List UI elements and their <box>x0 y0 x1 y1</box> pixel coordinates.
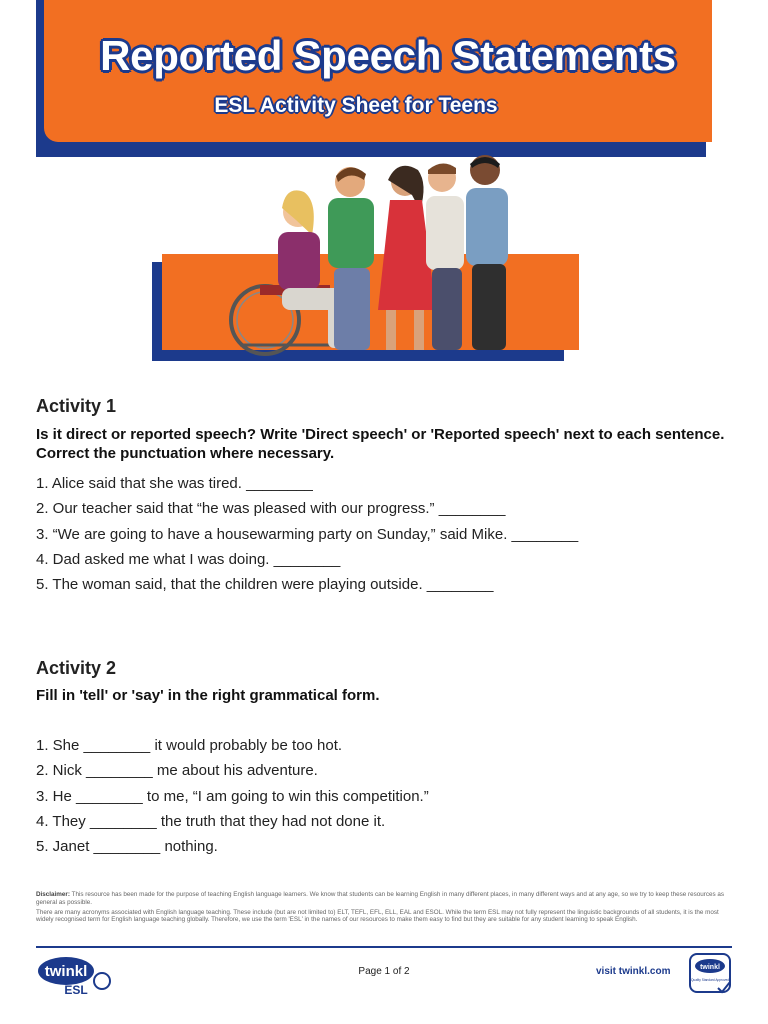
footer-divider <box>36 946 732 948</box>
twinkl-esl-logo <box>36 954 116 998</box>
list-item: 3. “We are going to have a housewarming party on Sunday,” said Mike. ________ <box>36 525 579 543</box>
quality-badge-icon <box>688 952 734 996</box>
disclaimer-text-1: This resource has been made for the purpose of teaching English language learners. We know that students can be learning English in many different places, in many different ways and at any age, so we try to keep these resources as general as possible. <box>36 891 725 906</box>
list-item: 1. Alice said that she was tired. ________ <box>36 475 313 492</box>
activity-2-title: Activity 2 <box>36 658 117 678</box>
logo-sub-text: ESL <box>64 983 88 997</box>
group-of-teens-illustration <box>200 140 560 356</box>
list-item: 4. They ________ the truth that they had not done it. <box>36 812 386 830</box>
activity-1-instructions: Is it direct or reported speech? Write 'Direct speech' or 'Reported speech' next to each sentence. Correct the punctuation where necessary. <box>36 426 725 462</box>
activity-1-title: Activity 1 <box>36 396 117 416</box>
disclaimer <box>36 891 732 926</box>
list-item: 2. Nick ________ me about his adventure. <box>36 762 318 780</box>
disclaimer-label: Disclaimer: <box>36 891 70 898</box>
activity-2-list <box>36 733 736 859</box>
list-item: 5. Janet ________ nothing. <box>36 838 218 856</box>
list-item: 1. She ________ it would probably be too hot. <box>36 737 343 754</box>
logo-text: twinkl <box>44 963 88 980</box>
list-item: 2. Our teacher said that “he was pleased with our progress.” ________ <box>36 500 506 518</box>
list-item: 3. He ________ to me, “I am going to win this competition.” <box>36 787 429 805</box>
list-item: 5. The woman said, that the children were playing outside. ________ <box>36 576 494 594</box>
page-title: Reported Speech Statements <box>100 32 676 79</box>
badge-text: twinkl <box>700 964 720 971</box>
activity-2-instructions: Fill in 'tell' or 'say' in the right grammatical form. <box>36 687 380 704</box>
visit-link[interactable]: visit twinkl.com <box>596 966 671 977</box>
disclaimer-text-2: There are many acronyms associated with English language teaching. These include (but are not limited to) ELT, TEFL, EFL, ELL, EAL and ESOL. While the term ESL may not fully represent the linguistic backgrounds of all students, it is the most widely recognised term for English language teaching globally. Therefore, we use the term 'ESL' in the names of our resources to make them easy to find but they are suitable for any student learning to speak English. <box>36 908 719 924</box>
activity-1-list <box>36 471 736 597</box>
list-item: 4. Dad asked me what I was doing. ________ <box>36 550 341 568</box>
page-subtitle: ESL Activity Sheet for Teens <box>214 94 498 117</box>
badge-sub-text: Quality Standard Approved <box>690 978 730 982</box>
page-number: Page 1 of 2 <box>358 966 410 977</box>
